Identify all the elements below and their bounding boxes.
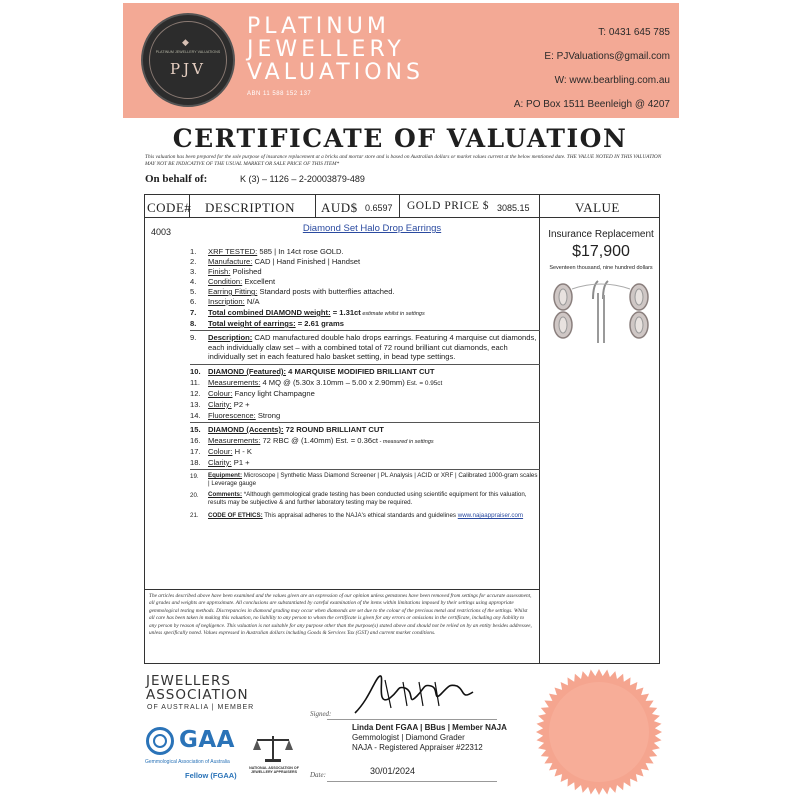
row-text [208,308,425,319]
date-label: Date: [310,771,326,779]
row-number: 14. [190,411,201,420]
insurance-value: $17,900 [572,243,630,260]
row-label: DIAMOND (Featured): [208,367,287,376]
company-seal [535,668,663,796]
row-number: 11. [190,378,200,387]
ja-member-text: OF AUSTRALIA | MEMBER [147,704,255,711]
abn-number: ABN 11 588 152 137 [247,91,312,97]
signer-title: Gemmologist | Diamond Grader [352,733,465,742]
item-title: Diamond Set Halo Drop Earrings [302,223,442,234]
row-text [208,458,250,467]
row-number: 7. [190,308,197,317]
comments-row [190,491,540,511]
row-text [208,287,395,296]
row-number: 15. [190,425,201,434]
signature-image [345,668,485,718]
row-number: 19. [190,473,199,480]
row-label: Total weight of earrings: [208,319,296,328]
value-header: VALUE [575,200,620,215]
signature-stroke [385,680,439,708]
row-number: 6. [190,297,197,306]
row-value: = 1.31ct [330,308,361,317]
row-number: 3. [190,267,197,276]
row-text [208,297,260,306]
column-divider [539,195,540,663]
earrings-photo [541,275,661,365]
logo-letters: PJV [170,60,206,78]
row-label: Total combined DIAMOND weight: [208,308,331,317]
row-label: DIAMOND (Accents): [208,425,284,434]
row-label: Colour: [208,447,233,456]
column-divider [315,195,316,217]
row-label: Comments: [208,491,243,498]
row-number: 13. [190,400,201,409]
row-text [208,425,384,434]
signed-label: Signed: [310,710,332,718]
row-number: 8. [190,319,197,328]
marquise-diamond [635,289,643,305]
ja-line: JEWELLERS [146,673,231,689]
row-number: 17. [190,447,201,456]
row-value: This appraisal adheres to the NAJA's ethical standards and guidelines [262,512,458,519]
row-text [208,389,315,398]
section-divider [190,422,540,423]
ja-line: ASSOCIATION [146,687,249,703]
row-label: Colour: [208,389,233,398]
row-label: Fluorescence: [208,411,256,420]
row-text [208,257,360,266]
company-name-line: VALUATIONS [247,60,424,85]
signer-registration: NAJA - Registered Appraiser #22312 [352,743,483,752]
row-label: Clarity: [208,400,232,409]
section-divider [190,469,540,470]
naja-name: NATIONAL ASSOCIATION OF JEWELLERY APPRAISERS [249,766,299,775]
company-name-line: JEWELLERY [247,37,405,62]
row-number: 12. [190,389,201,398]
row-value: H - K [232,447,252,456]
row-value: Microscope | Synthetic Mass Diamond Screener | PL Analysis | ACID or XRF | Calibrated 1000-gram scales | Leverage gauge [208,472,538,488]
gaa-logo-text: GAA [179,727,235,753]
row-value: CAD manufactured double halo drops earrings. Featuring 4 marquise cut diamonds, each individually claw set – with a combined total of 72 round brilliant cut diamonds, each individually set in each featured halo basket setting, in bead type settings. [208,333,537,361]
phone-number: T: 0431 645 785 [598,27,670,38]
insurance-label: Insurance Replacement [548,229,654,240]
gaa-full-name: Gemmological Association of Australia [145,759,230,765]
gaa-fellow: Fellow (FGAA) [185,771,237,780]
diamond-icon: ◆ [182,37,189,47]
row-text [208,267,262,276]
row-value: CAD | Hand Finished | Handset [252,257,361,266]
row-value: 72 ROUND BRILLIANT CUT [283,425,384,434]
row-value: *Although gemmological grade testing has been conducted using scientific equipment for this valuation, results may be subjective & and further laboratory testing may be required. [208,491,527,507]
valuation-table [144,194,660,664]
row-text [208,319,344,328]
row-value: Fancy light Champagne [232,389,315,398]
letterhead [123,3,679,118]
row-text [208,472,538,489]
row-label: Manufacture: [208,257,253,266]
marquise-diamond [559,289,567,305]
section-divider [190,364,540,365]
valuation-disclaimer: This valuation has been prepared for the sole purpose of insurance replacement at a bricks and mortar store and is based on Australian dollars or market values current at the below mentioned date. THE VALUE NOTED IN THIS VALUATION MAY NOT BE INDICATIVE OF THE USUAL MARKET OR SALE PRICE OF THIS ITEM* [145,154,662,167]
row-text [208,436,434,447]
company-name-line: PLATINUM [247,14,390,39]
row-number: 16. [190,436,201,445]
row-text [208,491,538,508]
email-address: E: PJValuations@gmail.com [544,51,670,62]
valuation-footnote: The articles described above have been examined and the values given are an expression of our opinion unless gemstones have been removed from settings for accurate assessment, all grades and weights are approximate. All conclusions are substantiated by careful examination of the items within limitations imposed by their settings using appropriate gemmological testing methods. Discrepancies in diamond grading may occur when diamonds are set due to the colour of the precious metal and restrictions of the settings. Whilst all care has been taken in making this valuation, no liability to any person to whom the certificate is given for any errors or omissions in the certificate, including any liability to any person by reason of negligence. This valuation is not suitable for any purpose other than the purpose(s) stated above and should not be relied on by an entity besides addressee, unless specifically noted. Values expressed in Australian dollars including Goods & Services Tax (GST) and current market conditions. [149,593,532,637]
row-value: 585 | In 14ct rose GOLD. [257,247,344,256]
earring-wire [572,284,630,289]
row-number: 2. [190,257,197,266]
row-label: Measurements: [208,378,261,387]
row-label: XRF TESTED: [208,247,258,256]
signer-name: Linda Dent FGAA | BBus | Member NAJA [352,723,507,732]
row-number: 21. [190,512,199,519]
row-value: Excellent [242,277,276,286]
postal-address: A: PO Box 1511 Beenleigh @ 4207 [513,99,670,110]
website: W: www.bearbling.com.au [554,75,670,86]
row-text [208,277,275,286]
aud-rate: 0.6597 [365,203,393,213]
logo-ring-text: PLATINUM JEWELLERY VALUATIONS [155,50,221,54]
row-label: Measurements: [208,436,261,445]
equipment-row [190,472,540,492]
row-text [208,378,442,388]
scales-icon [251,733,295,763]
certificate-title: CERTIFICATE OF VALUATION [172,124,628,153]
scale-pan [285,740,293,750]
date-line [327,781,497,782]
row-value: P1 + [231,458,250,467]
row-value: N/A [244,297,260,306]
scale-base [265,759,281,762]
code-header: CODE# [147,200,192,215]
gold-price-header: GOLD PRICE $ [407,200,490,212]
marquise-diamond [559,317,567,333]
row-label: Condition: [208,277,243,286]
row-number: 20. [190,492,199,499]
marquise-diamond [635,317,643,333]
insurance-value-words: Seventeen thousand, nine hundred dollars [549,265,653,271]
signature-line [327,719,497,720]
row-value: 4 MARQUISE MODIFIED BRILLIANT CUT [286,367,435,376]
row-text [208,400,250,409]
item-code: 4003 [151,227,172,237]
row-label: Finish: [208,267,231,276]
gaa-logo-icon-inner [153,734,167,748]
row-value: 72 RBC @ (1.40mm) Est. = 0.36ct [260,436,378,445]
on-behalf-value: K (3) – 1126 – 2-20003879-489 [240,174,365,184]
row-text [208,447,252,456]
row-number: 9. [190,333,197,342]
row-label: Earring Fitting: [208,287,258,296]
row-value: 4 MQ @ (5.30x 3.10mm – 5.00 x 2.90mm) [260,378,405,387]
row-label: Inscription: [208,297,245,306]
row-number: 5. [190,287,197,296]
row-number: 18. [190,458,201,467]
row-number: 1. [190,247,197,256]
valuation-date: 30/01/2024 [370,766,416,776]
row-note: - measured in settings [378,439,434,445]
footnote-divider [145,589,539,590]
row-text [208,367,435,376]
row-number: 10. [190,367,201,376]
column-divider [399,195,400,217]
header-divider [145,217,659,218]
description-header: DESCRIPTION [205,200,296,215]
row-number: 4. [190,277,197,286]
row-value: Strong [255,411,281,420]
row-note: estimate whilst in settings [360,311,425,317]
company-logo [141,13,235,107]
scale-pan [253,740,261,750]
signer-details [352,723,507,753]
row-label: Clarity: [208,458,232,467]
naja-link[interactable]: www.najaappraiser.com [457,512,524,519]
row-text [208,247,344,256]
signature-stroke [355,676,473,713]
row-value: = 2.61 grams [295,319,344,328]
row-text [208,511,523,520]
row-label: CODE OF ETHICS: [208,512,263,519]
section-divider [190,330,540,331]
seal-inner [549,682,649,782]
row-text [208,411,280,420]
row-value: Standard posts with butterflies attached. [257,287,395,296]
row-label: Equipment: [208,472,243,479]
on-behalf-label: On behalf of: [145,173,208,185]
row-label: Description: [208,333,253,342]
row-value: Polished [230,267,262,276]
company-name [247,15,424,84]
gold-price-value: 3085.15 [497,203,530,213]
row-value: P2 + [231,400,250,409]
row-note: Est. = 0.95ct [404,380,443,387]
row-text [208,333,538,362]
aud-header: AUD$ [321,200,358,215]
jewellers-association-logo [146,674,249,702]
